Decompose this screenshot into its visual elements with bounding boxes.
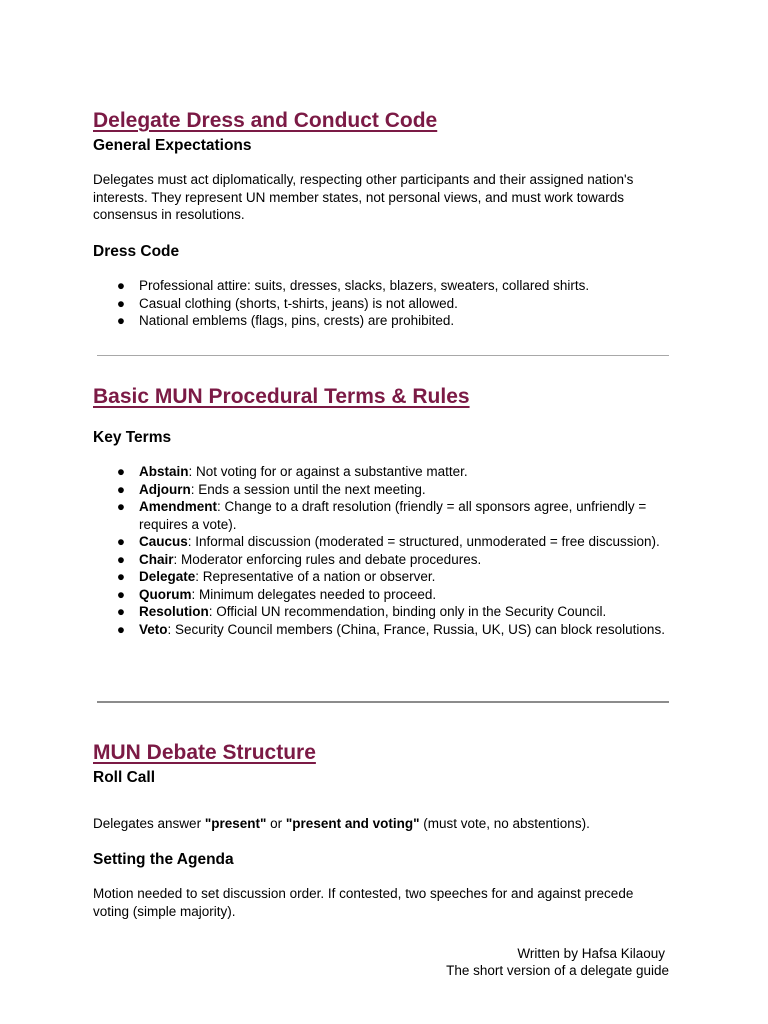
term-definition: : Minimum delegates needed to proceed. — [191, 586, 437, 602]
term-label: Adjourn — [139, 481, 191, 497]
term-label: Abstain — [139, 464, 189, 479]
heading-roll-call: Roll Call — [93, 769, 156, 786]
term-definition: : Ends a session until the next meeting. — [190, 481, 426, 497]
heading-general-expectations: General Expectations — [93, 137, 252, 154]
list-item — [93, 551, 678, 569]
section-divider — [97, 355, 669, 356]
list-item — [93, 533, 678, 551]
bullet-dot-icon: ● — [116, 621, 126, 637]
heading-dress-code: Dress Code — [93, 243, 180, 260]
heading-key-terms: Key Terms — [93, 429, 172, 446]
roll-call-present: "present" — [204, 816, 267, 831]
heading-setting-agenda: Setting the Agenda — [93, 851, 234, 868]
bullet-dot-icon: ● — [116, 313, 126, 328]
list-item — [93, 603, 678, 621]
roll-call-text-start: Delegates answer — [93, 816, 205, 831]
bullet-dot-icon: ● — [116, 464, 126, 479]
bullet-dot-icon: ● — [116, 499, 126, 514]
list-item — [93, 568, 678, 586]
roll-call-text-or: or — [266, 816, 286, 831]
term-label: Resolution — [139, 604, 209, 619]
term-definition: : Official UN recommendation, binding only in the Security Council. — [208, 604, 607, 619]
footer-author: Written by Hafsa Kilaouy — [517, 946, 665, 961]
bullet-dot-icon: ● — [116, 481, 126, 497]
list-item — [93, 498, 678, 533]
key-terms-list — [93, 463, 678, 638]
bullet-dot-icon: ● — [116, 586, 126, 602]
list-item — [93, 586, 678, 604]
list-item — [93, 481, 678, 499]
footer-subtitle: The short version of a delegate guide — [446, 963, 669, 978]
bullet-dot-icon: ● — [116, 604, 126, 619]
section-title-procedural-terms: Basic MUN Procedural Terms & Rules — [93, 385, 470, 408]
term-label: Amendment — [139, 499, 218, 514]
paragraph-general-expectations: Delegates must act diplomatically, respecting other participants and their assigned nation's interests. They represent UN member states, not personal views, and must work towards consensus in resolutions. — [93, 172, 634, 222]
bullet-dot-icon: ● — [116, 551, 126, 567]
term-definition: : Representative of a nation or observer. — [195, 569, 436, 584]
list-item — [93, 277, 678, 295]
list-item — [93, 621, 678, 639]
section-divider — [97, 701, 669, 703]
bullet-dot-icon: ● — [116, 534, 126, 549]
term-label: Quorum — [139, 586, 192, 602]
list-item — [93, 295, 678, 313]
list-item-text: National emblems (flags, pins, crests) are prohibited. — [139, 313, 455, 328]
term-definition: : Informal discussion (moderated = structured, unmoderated = free discussion). — [187, 534, 660, 549]
term-label: Caucus — [139, 534, 188, 549]
paragraph-roll-call — [93, 815, 673, 833]
list-item — [93, 463, 678, 481]
roll-call-text-end: (must vote, no abstentions). — [419, 816, 590, 831]
term-definition: : Not voting for or against a substantive matter. — [188, 464, 468, 479]
bullet-dot-icon: ● — [116, 278, 126, 293]
list-item-text: Professional attire: suits, dresses, slacks, blazers, sweaters, collared shirts. — [139, 278, 590, 293]
term-definition: : Change to a draft resolution (friendly = all sponsors agree, unfriendly = requires a vote). — [139, 499, 647, 532]
list-item — [93, 312, 678, 330]
list-item-text: Casual clothing (shorts, t-shirts, jeans) is not allowed. — [139, 295, 458, 311]
term-label: Chair — [139, 551, 174, 567]
paragraph-setting-agenda: Motion needed to set discussion order. If contested, two speeches for and against precede voting (simple majority). — [93, 886, 634, 919]
dress-code-list — [93, 277, 678, 330]
roll-call-present-voting: "present and voting" — [285, 816, 420, 831]
bullet-dot-icon: ● — [116, 295, 126, 311]
term-definition: : Moderator enforcing rules and debate procedures. — [173, 551, 482, 567]
section-title-dress-conduct: Delegate Dress and Conduct Code — [93, 109, 438, 132]
term-label: Veto — [139, 621, 168, 637]
bullet-dot-icon: ● — [116, 569, 126, 584]
term-label: Delegate — [139, 569, 196, 584]
section-title-debate-structure: MUN Debate Structure — [93, 741, 316, 764]
term-definition: : Security Council members (China, France, Russia, UK, US) can block resolutions. — [167, 621, 665, 637]
